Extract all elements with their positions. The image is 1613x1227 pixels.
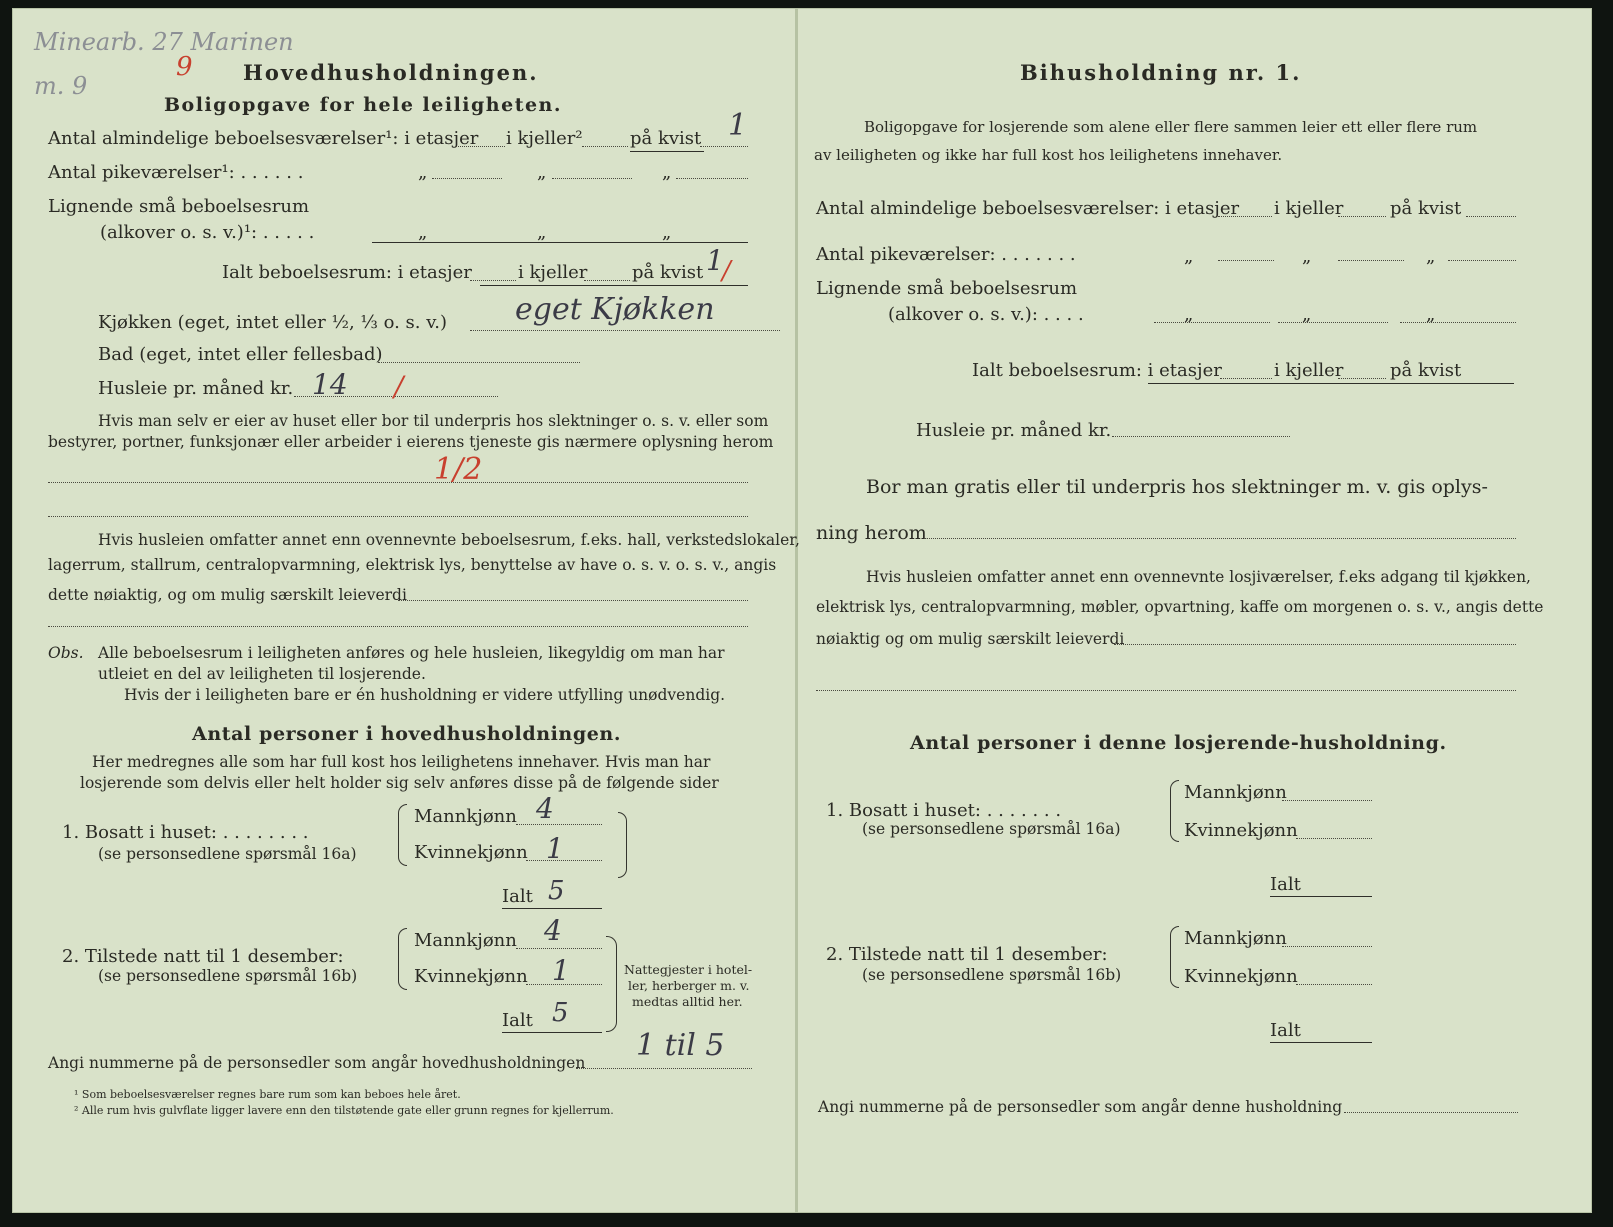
obs-label: Obs. bbox=[48, 644, 84, 662]
footnote-1: ¹ Som beboelsesværelser regnes bare rum som kan beboes hele året. bbox=[74, 1088, 461, 1101]
r-q1-bosatt: 1. Bosatt i huset: . . . . . . . bbox=[826, 800, 1062, 821]
r-ditto-3: „ bbox=[1426, 246, 1436, 267]
r-field-kjeller[interactable] bbox=[1338, 216, 1386, 217]
right-persons-title: Antal personer i denne losjerende-husholdning. bbox=[910, 732, 1447, 754]
pencil-note-m9: m. 9 bbox=[34, 72, 88, 100]
r-q2-tilstede-sub: (se personsedlene spørsmål 16b) bbox=[862, 966, 1122, 984]
red-check-husleie: / bbox=[394, 370, 404, 403]
r-ditto-2: „ bbox=[1302, 246, 1312, 267]
hw-q2-kvinne: 1 bbox=[552, 954, 570, 987]
red-number: 9 bbox=[176, 52, 193, 82]
r-omfatter-2: elektrisk lys, centralopvarmning, møbler, opvartning, kaffe om morgenen o. s. v., angis dette bbox=[816, 598, 1544, 616]
red-fraction: 1/2 bbox=[434, 452, 483, 487]
hw-nummerne: 1 til 5 bbox=[636, 1028, 725, 1063]
field-eier-1[interactable] bbox=[48, 482, 748, 483]
r-field-ialt-kjeller[interactable] bbox=[1338, 378, 1386, 379]
q1-kvinne-field[interactable] bbox=[526, 860, 602, 861]
q1-mann-field[interactable] bbox=[516, 824, 602, 825]
label-kjeller: i kjeller² bbox=[506, 128, 583, 149]
hw-ialt-kvist: 1 bbox=[706, 244, 724, 277]
nattegjester-3: medtas alltid her. bbox=[632, 994, 743, 1009]
underline-alkover bbox=[372, 242, 748, 243]
r-q2-brace bbox=[1170, 926, 1179, 988]
r-q2-kvinne-label: Kvinnekjønn bbox=[1184, 966, 1298, 987]
q2-ialt-label: Ialt bbox=[502, 1010, 533, 1031]
pencil-note-address: Minearb. 27 Marinen bbox=[34, 28, 294, 56]
q1-bosatt-sub: (se personsedlene spørsmål 16a) bbox=[98, 845, 357, 863]
r-field-gratis[interactable] bbox=[924, 538, 1516, 539]
r-q2-tilstede: 2. Tilstede natt til 1 desember: bbox=[826, 944, 1108, 965]
omfatter-line1: Hvis husleien omfatter annet enn ovennevnte beboelsesrum, f.eks. hall, verkstedslokaler, bbox=[98, 531, 800, 549]
eier-text-line1: Hvis man selv er eier av huset eller bor til underpris hos slektninger o. s. v. eller som bbox=[98, 412, 769, 430]
r-field-kvist[interactable] bbox=[1466, 216, 1516, 217]
r-field-omfatter-1[interactable] bbox=[1114, 644, 1516, 645]
field-omfatter-2[interactable] bbox=[48, 626, 748, 627]
persons-text-2: losjerende som delvis eller helt holder sig selv anføres disse på de følgende sider bbox=[80, 774, 719, 792]
row-husleie: Husleie pr. måned kr. bbox=[98, 378, 294, 399]
ditto-4: „ bbox=[418, 222, 428, 243]
omfatter-line2: lagerrum, stallrum, centralopvarmning, elektrisk lys, benyttelse av have o. s. v. o. s. v., angis bbox=[48, 556, 777, 574]
field-pike-kvist[interactable] bbox=[676, 178, 748, 179]
r-q1-ialt-field[interactable] bbox=[1270, 896, 1372, 897]
r-field-ialt-etasjer[interactable] bbox=[1220, 378, 1272, 379]
r-row-almindelige: Antal almindelige beboelsesværelser: i etasjer bbox=[816, 198, 1240, 219]
ditto-3: „ bbox=[662, 162, 672, 183]
nattegjester-1: Nattegjester i hotel- bbox=[624, 962, 753, 977]
hw-q2-ialt: 5 bbox=[552, 998, 569, 1028]
field-omfatter-1[interactable] bbox=[398, 600, 748, 601]
r-field-alk-kvist[interactable] bbox=[1400, 322, 1516, 323]
hw-q2-mann: 4 bbox=[544, 914, 562, 947]
r-ditto-1: „ bbox=[1184, 246, 1194, 267]
nattegjester-2: ler, herberger m. v. bbox=[628, 978, 750, 993]
hw-q1-mann: 4 bbox=[536, 792, 554, 825]
r-row-lignende: Lignende små beboelsesrum bbox=[816, 278, 1078, 299]
label-ialt-kjeller: i kjeller bbox=[518, 262, 588, 283]
field-ialt-etasjer[interactable] bbox=[470, 280, 516, 281]
r-q2-kvinne-field[interactable] bbox=[1296, 984, 1372, 985]
r-field-nummerne[interactable] bbox=[1344, 1112, 1518, 1113]
q2-right-brace bbox=[606, 936, 617, 1032]
row-bad: Bad (eget, intet eller fellesbad) bbox=[98, 344, 383, 365]
r-label-ialt-kjeller: i kjeller bbox=[1274, 360, 1344, 381]
r-field-pike-kjeller[interactable] bbox=[1338, 260, 1404, 261]
hw-q1-ialt: 5 bbox=[548, 876, 565, 906]
q1-mann-label: Mannkjønn bbox=[414, 806, 517, 827]
left-persons-title: Antal personer i hovedhusholdningen. bbox=[192, 723, 622, 745]
r-q1-kvinne-field[interactable] bbox=[1296, 838, 1372, 839]
r-q2-ialt-field[interactable] bbox=[1270, 1042, 1372, 1043]
hw-q1-kvinne: 1 bbox=[546, 832, 564, 865]
r-label-ialt-kvist: på kvist bbox=[1390, 360, 1462, 381]
row-kjokken: Kjøkken (eget, intet eller ½, ⅓ o. s. v.) bbox=[98, 312, 447, 333]
row-ialt-beboelsesrum: Ialt beboelsesrum: i etasjer bbox=[222, 262, 472, 283]
r-q1-mann-field[interactable] bbox=[1282, 800, 1372, 801]
q2-mann-field[interactable] bbox=[516, 948, 602, 949]
r-q1-brace bbox=[1170, 780, 1179, 842]
q1-brace bbox=[398, 804, 407, 866]
r-ditto-6: „ bbox=[1426, 304, 1436, 325]
q2-mann-label: Mannkjønn bbox=[414, 930, 517, 951]
r-q1-bosatt-sub: (se personsedlene spørsmål 16a) bbox=[862, 820, 1121, 838]
r-field-etasjer[interactable] bbox=[1218, 216, 1272, 217]
angi-nummerne-left: Angi nummerne på de personsedler som angår hovedhusholdningen bbox=[48, 1054, 586, 1072]
ditto-1: „ bbox=[418, 162, 428, 183]
q2-tilstede-sub: (se personsedlene spørsmål 16b) bbox=[98, 967, 358, 985]
label-ialt-kvist: på kvist bbox=[632, 262, 704, 283]
r-label-kjeller: i kjeller bbox=[1274, 198, 1344, 219]
red-check-kvist: / bbox=[722, 256, 731, 286]
row-almindelige: Antal almindelige beboelsesværelser¹: i etasjer bbox=[48, 128, 479, 149]
r-q2-mann-label: Mannkjønn bbox=[1184, 928, 1287, 949]
persons-text-1: Her medregnes alle som har full kost hos leilighetens innehaver. Hvis man har bbox=[92, 753, 711, 771]
obs-line1: Alle beboelsesrum i leiligheten anføres og hele husleien, likegyldig om man har bbox=[98, 644, 725, 662]
label-kvist: på kvist bbox=[630, 128, 702, 149]
underline-ialt bbox=[480, 285, 748, 286]
left-title: Hovedhusholdningen. bbox=[243, 60, 539, 85]
q2-kvinne-label: Kvinnekjønn bbox=[414, 966, 528, 987]
r-omfatter-3: nøiaktig og om mulig særskilt leieverdi bbox=[816, 630, 1125, 648]
r-underline-ialt bbox=[1148, 383, 1514, 384]
r-label-kvist: på kvist bbox=[1390, 198, 1462, 219]
r-gratis-1: Bor man gratis eller til underpris hos slektninger m. v. gis oplys- bbox=[866, 476, 1488, 498]
q1-bosatt: 1. Bosatt i huset: . . . . . . . . bbox=[62, 822, 309, 843]
r-field-alk-kjeller[interactable] bbox=[1278, 322, 1388, 323]
r-omfatter-1: Hvis husleien omfatter annet enn ovennevnte losjiværelser, f.eks adgang til kjøkken, bbox=[866, 568, 1531, 586]
intro-line2: av leiligheten og ikke har full kost hos leilighetens innehaver. bbox=[814, 146, 1283, 164]
field-kjeller[interactable] bbox=[582, 146, 628, 147]
q2-tilstede: 2. Tilstede natt til 1 desember: bbox=[62, 946, 344, 967]
r-q1-mann-label: Mannkjønn bbox=[1184, 782, 1287, 803]
field-etasjer[interactable] bbox=[455, 146, 505, 147]
row-pikevaerelser: Antal pikeværelser¹: . . . . . . bbox=[48, 162, 304, 183]
field-nummerne-left[interactable] bbox=[576, 1068, 752, 1069]
field-kvist[interactable] bbox=[700, 146, 748, 147]
field-pike-etasjer[interactable] bbox=[432, 178, 502, 179]
q1-kvinne-label: Kvinnekjønn bbox=[414, 842, 528, 863]
q2-brace bbox=[398, 928, 407, 990]
r-row-ialt: Ialt beboelsesrum: i etasjer bbox=[972, 360, 1222, 381]
intro-line1: Boligopgave for losjerende som alene eller flere sammen leier ett eller flere rum bbox=[864, 118, 1478, 136]
r-q2-ialt-label: Ialt bbox=[1270, 1020, 1301, 1041]
r-ditto-5: „ bbox=[1302, 304, 1312, 325]
field-eier-2[interactable] bbox=[48, 516, 748, 517]
r-q1-ialt-label: Ialt bbox=[1270, 874, 1301, 895]
hw-kvist-value: 1 bbox=[728, 108, 748, 143]
field-ialt-kjeller[interactable] bbox=[584, 280, 630, 281]
obs-line3: Hvis der i leiligheten bare er én husholdning er videre utfylling unødvendig. bbox=[124, 686, 726, 704]
row-lignende: Lignende små beboelsesrum bbox=[48, 196, 310, 217]
field-bad[interactable] bbox=[378, 362, 580, 363]
r-field-pike-kvist[interactable] bbox=[1448, 260, 1516, 261]
r-row-husleie: Husleie pr. måned kr. bbox=[916, 420, 1112, 441]
q2-ialt-field[interactable] bbox=[502, 1032, 602, 1033]
underline-kvist bbox=[630, 151, 704, 152]
r-angi-nummerne: Angi nummerne på de personsedler som angår denne husholdning bbox=[818, 1098, 1343, 1116]
hw-husleie: 14 bbox=[312, 368, 348, 401]
r-field-omfatter-2[interactable] bbox=[816, 690, 1516, 691]
r-field-alk-etasjer[interactable] bbox=[1154, 322, 1270, 323]
ditto-2: „ bbox=[537, 162, 547, 183]
hw-kjokken: eget Kjøkken bbox=[515, 292, 715, 327]
q1-ialt-field[interactable] bbox=[502, 908, 602, 909]
r-gratis-2: ning herom bbox=[816, 522, 927, 544]
r-q2-mann-field[interactable] bbox=[1282, 946, 1372, 947]
footnote-2: ² Alle rum hvis gulvflate ligger lavere enn den tilstøtende gate eller grunn regnes for kjellerrum. bbox=[74, 1104, 614, 1117]
r-row-pikevaerelser: Antal pikeværelser: . . . . . . . bbox=[816, 244, 1076, 265]
field-kjokken[interactable] bbox=[470, 330, 780, 331]
r-q1-kvinne-label: Kvinnekjønn bbox=[1184, 820, 1298, 841]
page-fold bbox=[795, 8, 798, 1213]
obs-line2: utleiet en del av leiligheten til losjerende. bbox=[98, 665, 426, 683]
r-row-alkover: (alkover o. s. v.): . . . . bbox=[888, 304, 1084, 325]
r-field-pike-etasjer[interactable] bbox=[1218, 260, 1274, 261]
r-ditto-4: „ bbox=[1184, 304, 1194, 325]
q1-right-brace bbox=[618, 812, 627, 878]
row-alkover: (alkover o. s. v.)¹: . . . . . bbox=[100, 222, 315, 243]
ditto-5: „ bbox=[537, 222, 547, 243]
ditto-6: „ bbox=[662, 222, 672, 243]
omfatter-line3: dette nøiaktig, og om mulig særskilt leieverdi bbox=[48, 586, 407, 604]
field-pike-kjeller[interactable] bbox=[552, 178, 632, 179]
r-field-husleie[interactable] bbox=[1112, 436, 1290, 437]
eier-text-line2: bestyrer, portner, funksjonær eller arbeider i eierens tjeneste gis nærmere oplysning herom bbox=[48, 433, 774, 451]
right-title: Bihusholdning nr. 1. bbox=[1020, 60, 1302, 85]
left-subtitle: Boligopgave for hele leiligheten. bbox=[164, 94, 562, 116]
q1-ialt-label: Ialt bbox=[502, 886, 533, 907]
